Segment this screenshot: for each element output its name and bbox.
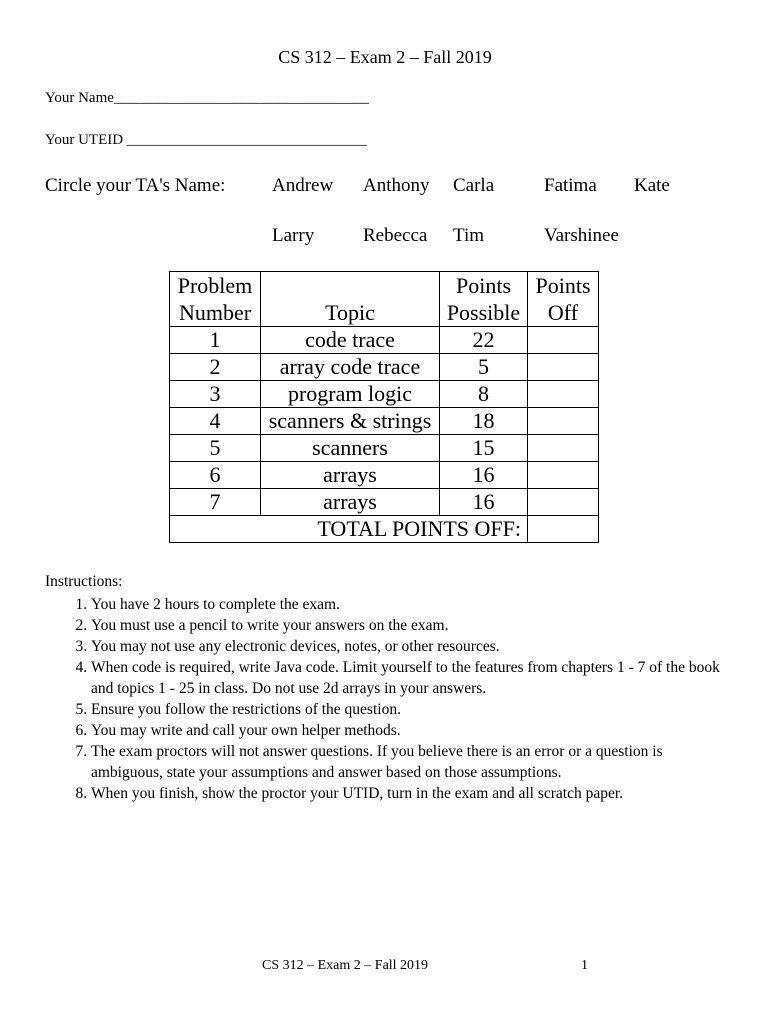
instruction-item: 4. When code is required, write Java code. Limit yourself to the features from chapters 1 - 7 of the book and topics 1 - 25 in class. Do not use 2d arrays in your answers.	[91, 657, 735, 699]
ta-circle-label: Circle your TA's Name:	[45, 175, 226, 196]
total-row	[170, 516, 599, 543]
problem-number: 4	[170, 408, 261, 435]
exam-title: CS 312 – Exam 2 – Fall 2019	[278, 47, 492, 67]
points-off-cell	[528, 435, 599, 462]
ta-name-rebecca: Rebecca	[363, 225, 428, 246]
problem-topic: program logic	[261, 381, 440, 408]
table-row	[170, 408, 599, 435]
problem-number: 7	[170, 489, 261, 516]
ta-name-fatima: Fatima	[544, 175, 597, 196]
instruction-item: 3. You may not use any electronic devices, notes, or other resources.	[91, 636, 735, 657]
points-possible: 5	[440, 354, 528, 381]
instruction-item: 8. When you finish, show the proctor your UTID, turn in the exam and all scratch paper.	[91, 783, 735, 804]
header-topic	[261, 272, 440, 327]
instruction-item: 7. The exam proctors will not answer questions. If you believe there is an error or a question is ambiguous, state your assumptions and answer based on those assumptions.	[91, 741, 735, 783]
header-off-line1: Points	[535, 273, 591, 298]
score-table-header-row	[170, 272, 599, 327]
page-number: 1	[581, 958, 588, 973]
problem-number: 2	[170, 354, 261, 381]
ta-name-andrew: Andrew	[272, 175, 334, 196]
header-off-line2: Off	[547, 300, 579, 325]
problem-number: 3	[170, 381, 261, 408]
problem-topic: arrays	[261, 489, 440, 516]
header-topic-label: Topic	[325, 300, 375, 325]
points-off-cell	[528, 489, 599, 516]
points-off-cell	[528, 327, 599, 354]
points-possible: 8	[440, 381, 528, 408]
ta-name-tim: Tim	[453, 225, 484, 246]
uteid-field: Your UTEID ________________________________	[45, 132, 367, 148]
ta-name-anthony: Anthony	[363, 175, 430, 196]
ta-name-carla: Carla	[453, 175, 495, 196]
total-points-off-label: TOTAL POINTS OFF:	[170, 516, 528, 543]
ta-name-kate: Kate	[634, 175, 670, 196]
header-possible-line2: Possible	[446, 300, 521, 325]
table-row	[170, 381, 599, 408]
problem-number: 6	[170, 462, 261, 489]
points-off-cell	[528, 354, 599, 381]
table-row	[170, 435, 599, 462]
table-row	[170, 354, 599, 381]
problem-topic: array code trace	[261, 354, 440, 381]
instructions-list	[45, 594, 735, 804]
instruction-item: 5. Ensure you follow the restrictions of the question.	[91, 699, 735, 720]
header-problem-line2: Number	[178, 300, 252, 325]
points-possible: 15	[440, 435, 528, 462]
table-row	[170, 327, 599, 354]
header-problem-line1: Problem	[177, 273, 253, 298]
points-possible: 16	[440, 462, 528, 489]
problem-topic: code trace	[261, 327, 440, 354]
instructions-heading: Instructions:	[45, 573, 123, 590]
problem-number: 5	[170, 435, 261, 462]
total-points-off-cell	[528, 516, 599, 543]
header-points-off	[528, 272, 599, 327]
footer-title: CS 312 – Exam 2 – Fall 2019	[262, 958, 429, 973]
header-possible-line1: Points	[455, 273, 512, 298]
problem-number: 1	[170, 327, 261, 354]
instruction-item: 6. You may write and call your own helper methods.	[91, 720, 735, 741]
points-possible: 22	[440, 327, 528, 354]
name-field: Your Name__________________________________	[45, 90, 369, 106]
ta-name-larry: Larry	[272, 225, 315, 246]
score-table	[169, 271, 599, 543]
problem-topic: arrays	[261, 462, 440, 489]
table-row	[170, 462, 599, 489]
problem-topic: scanners	[261, 435, 440, 462]
instruction-item: 2. You must use a pencil to write your answers on the exam.	[91, 615, 735, 636]
ta-name-varshinee: Varshinee	[544, 225, 619, 246]
instruction-item: 1. You have 2 hours to complete the exam.	[91, 594, 735, 615]
points-off-cell	[528, 408, 599, 435]
header-problem-number	[170, 272, 261, 327]
points-possible: 16	[440, 489, 528, 516]
points-off-cell	[528, 462, 599, 489]
points-off-cell	[528, 381, 599, 408]
problem-topic: scanners & strings	[261, 408, 440, 435]
table-row	[170, 489, 599, 516]
header-points-possible	[440, 272, 528, 327]
points-possible: 18	[440, 408, 528, 435]
